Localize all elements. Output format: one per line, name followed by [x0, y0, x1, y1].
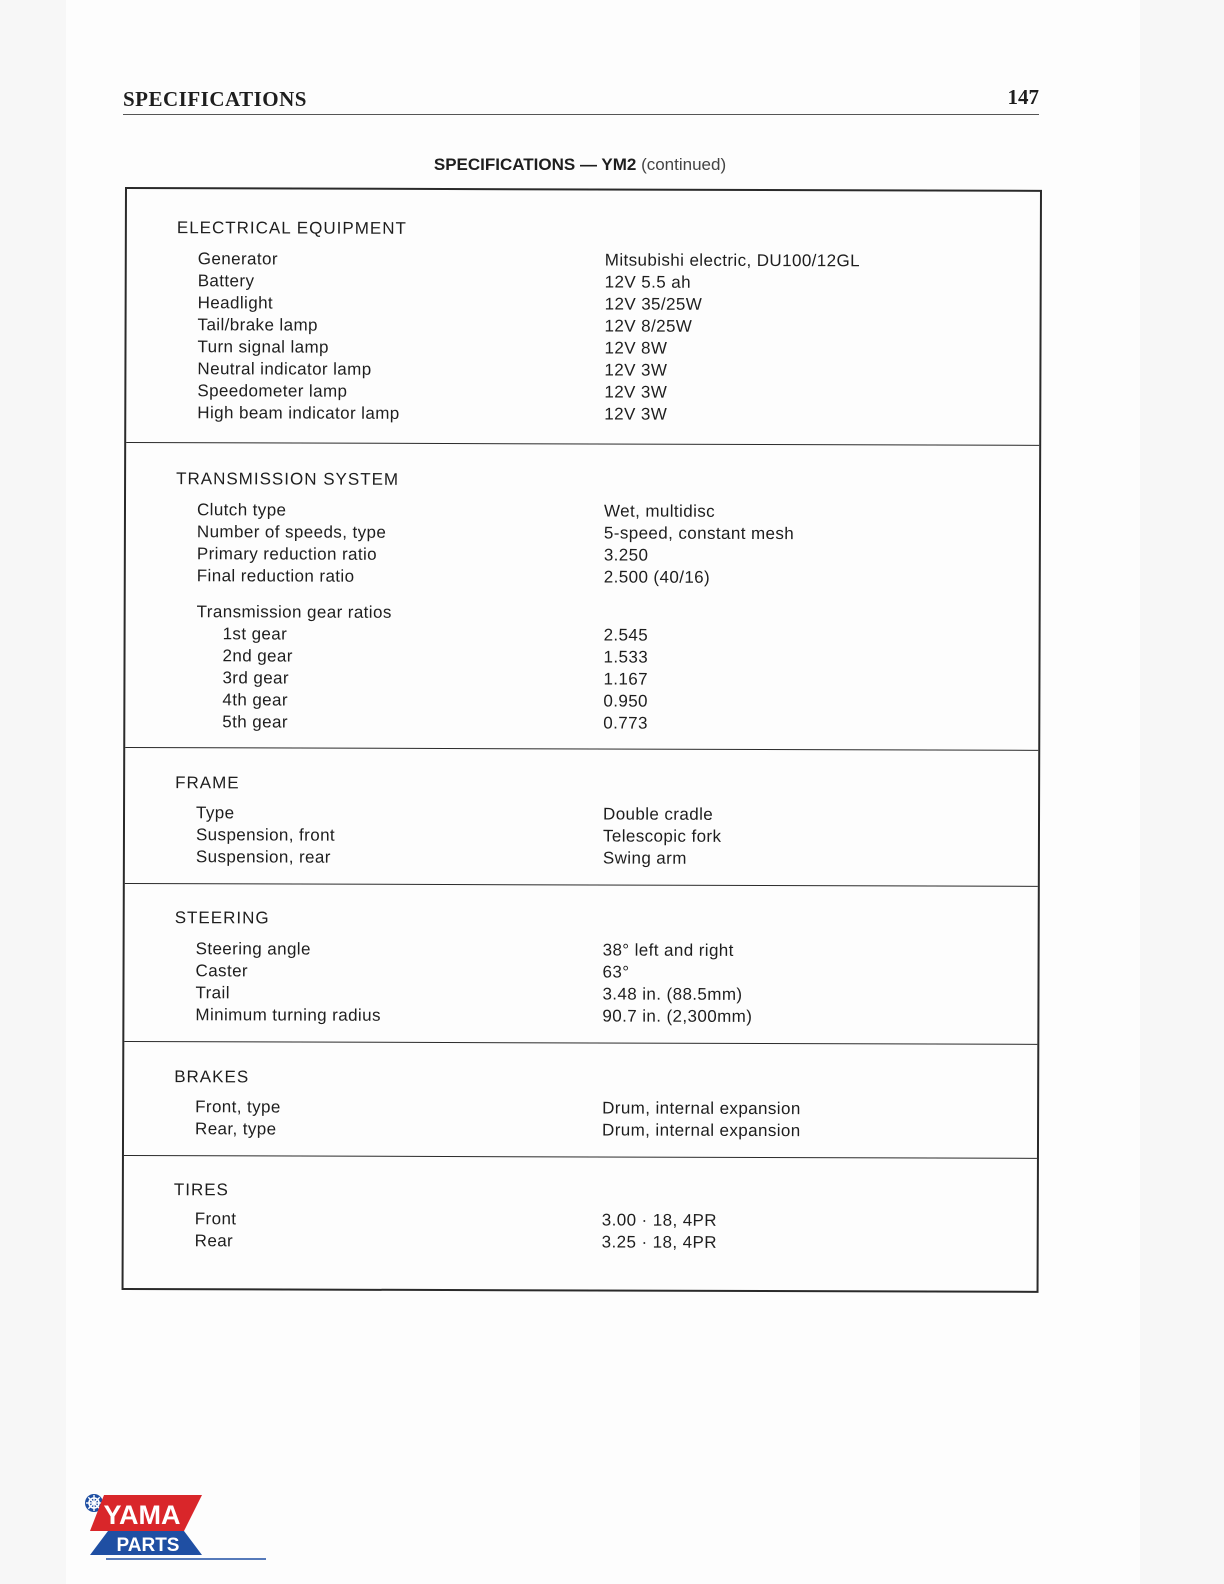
spec-value: 38° left and right [602, 940, 734, 960]
spec-row [124, 1209, 1037, 1234]
spec-value: 2.545 [603, 625, 649, 645]
spec-row [127, 271, 1040, 296]
spec-row [125, 668, 1038, 693]
section-heading: TIRES [173, 1180, 229, 1200]
section-heading: ELECTRICAL EQUIPMENT [176, 218, 407, 238]
spec-row [124, 961, 1037, 986]
spec-value: 63° [602, 962, 630, 982]
spec-label: Final reduction ratio [196, 566, 355, 586]
logo-text-top: YAMA [103, 1500, 181, 1530]
section-heading: STEERING [174, 908, 270, 928]
section-brakes [124, 1042, 1037, 1159]
spec-label: Headlight [197, 293, 274, 313]
spec-label: Rear, type [195, 1119, 277, 1139]
spec-value: 12V 35/25W [604, 294, 703, 314]
section-heading: BRAKES [174, 1067, 250, 1087]
spec-label: Trail [195, 983, 230, 1003]
spec-row [126, 359, 1039, 384]
spec-value: 12V 5.5 ah [604, 272, 691, 292]
spec-label: Suspension, rear [195, 847, 331, 867]
spec-label: Type [196, 803, 235, 823]
spec-label: 2nd gear [222, 646, 293, 666]
spec-label: Turn signal lamp [197, 337, 329, 357]
spec-row [127, 293, 1040, 318]
page-number: 147 [1007, 85, 1039, 109]
spec-value: 1.167 [603, 669, 649, 689]
spec-value: 3.00 · 18, 4PR [601, 1210, 718, 1230]
spec-value: Telescopic fork [602, 826, 722, 846]
spec-row [125, 939, 1038, 964]
spec-label: Caster [195, 961, 249, 981]
spec-row [126, 522, 1039, 547]
spec-label: Tail/brake lamp [197, 315, 318, 335]
spec-value: 3.48 in. (88.5mm) [602, 984, 743, 1004]
spec-label: Generator [197, 249, 278, 269]
section-heading: TRANSMISSION SYSTEM [176, 469, 400, 489]
spec-label: 4th gear [222, 690, 289, 710]
document-title [0, 155, 1160, 175]
spec-label: Battery [197, 271, 255, 291]
spec-value: 12V 3W [604, 382, 668, 402]
spec-label: 1st gear [222, 624, 288, 644]
spec-value: 5-speed, constant mesh [603, 523, 795, 544]
spec-row [125, 690, 1038, 715]
spec-label: Rear [194, 1231, 234, 1251]
spec-row [126, 403, 1039, 428]
spec-row [125, 712, 1038, 737]
section-frame [125, 748, 1038, 887]
spec-value: Drum, internal expansion [602, 1120, 801, 1141]
spec-value: 90.7 in. (2,300mm) [602, 1006, 753, 1026]
spec-value: 12V 8W [604, 338, 668, 358]
spec-value: 0.950 [603, 691, 648, 711]
spec-label: Minimum turning radius [195, 1005, 381, 1025]
spec-value: 2.500 (40/16) [603, 567, 711, 587]
spec-row [125, 825, 1038, 850]
spec-row [124, 1119, 1037, 1144]
spec-value: 3.25 · 18, 4PR [601, 1232, 717, 1252]
section-electrical-equipment [126, 189, 1040, 446]
spec-label: Suspension, front [195, 825, 336, 845]
spec-row [126, 566, 1039, 591]
spec-value: Wet, multidisc [603, 501, 716, 521]
document-title-main: SPECIFICATIONS — YM2 [433, 155, 637, 174]
spec-value: 0.773 [603, 713, 648, 733]
section-steering [124, 884, 1037, 1045]
spec-row [126, 544, 1039, 569]
spec-value: Mitsubishi electric, DU100/12GL [604, 250, 861, 271]
spec-row [127, 249, 1040, 274]
spec-value: Drum, internal expansion [602, 1098, 801, 1119]
spec-table [122, 187, 1042, 1293]
spec-label: Primary reduction ratio [196, 544, 378, 564]
spec-row [126, 337, 1039, 362]
spec-label: Number of speeds, type [196, 522, 387, 542]
spec-row [124, 983, 1037, 1008]
spec-label: Speedometer lamp [197, 381, 348, 401]
logo-text-bottom: PARTS [116, 1535, 180, 1556]
spec-row [124, 1005, 1037, 1030]
spec-label: Clutch type [196, 500, 287, 520]
spec-row [125, 803, 1038, 828]
spec-label: Front [194, 1209, 237, 1229]
spec-value: 12V 8/25W [604, 316, 693, 336]
spec-row [124, 1231, 1037, 1256]
spec-row [125, 646, 1038, 671]
spec-row [126, 602, 1039, 627]
spec-row [127, 315, 1040, 340]
spec-label: Neutral indicator lamp [197, 359, 372, 379]
spec-label: Steering angle [195, 939, 311, 959]
section-transmission-system [125, 443, 1039, 751]
spec-row [126, 624, 1039, 649]
spec-value: Double cradle [603, 804, 714, 824]
spec-label: High beam indicator lamp [197, 403, 400, 423]
spec-value: 12V 3W [604, 404, 668, 424]
document-title-suffix: (continued) [641, 155, 727, 174]
section-tires [124, 1156, 1037, 1291]
spec-label: 3rd gear [222, 668, 290, 688]
spec-row [125, 847, 1038, 872]
page-header [123, 84, 1039, 115]
spec-value: 1.533 [603, 647, 649, 667]
spec-label: Front, type [195, 1097, 281, 1117]
spec-value: Swing arm [602, 848, 687, 868]
spec-row [126, 381, 1039, 406]
section-heading: FRAME [175, 773, 240, 793]
spec-label: 5th gear [222, 712, 288, 732]
yama-parts-logo [84, 1493, 268, 1561]
spec-label: Transmission gear ratios [196, 602, 392, 622]
spec-value: 12V 3W [604, 360, 668, 380]
spec-row [126, 500, 1039, 525]
spec-row [124, 1097, 1037, 1122]
spec-value: 3.250 [603, 545, 649, 565]
header-title: SPECIFICATIONS [123, 87, 307, 111]
